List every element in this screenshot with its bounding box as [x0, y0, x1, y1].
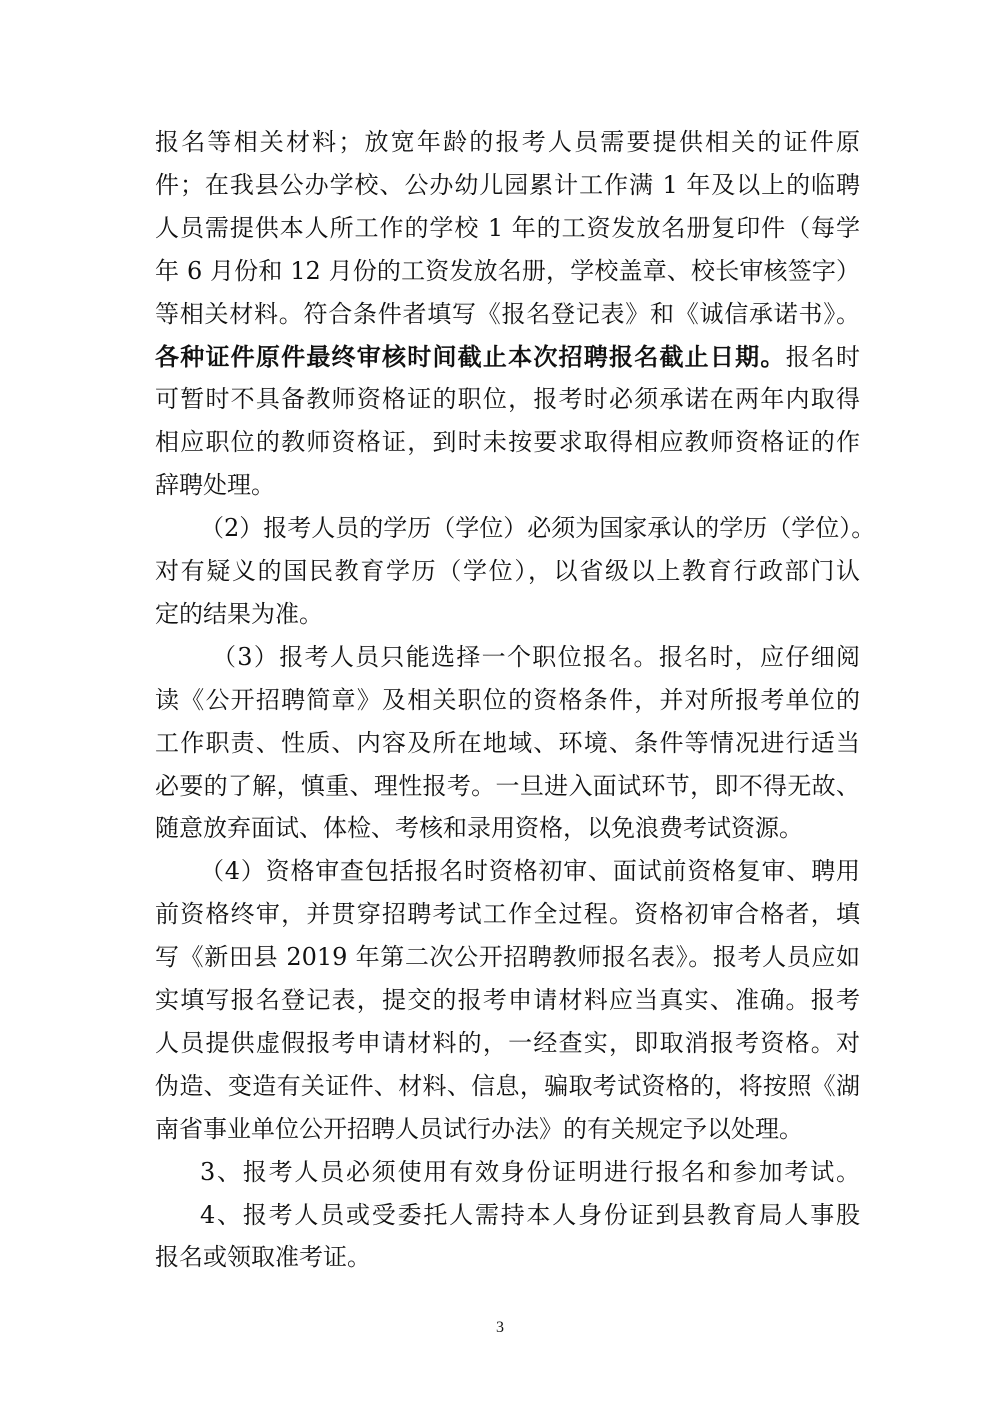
text-line: 件；在我县公办学校、公办幼儿园累计工作满 1 年及以上的临聘 — [155, 171, 860, 199]
text-line: 定的结果为准。 — [155, 600, 323, 628]
bold-emphasis-text: 各种证件原件最终审核时间截止本次招聘报名截止日期。 — [155, 342, 786, 371]
text-line: 随意放弃面试、体检、考核和录用资格，以免浪费考试资源。 — [155, 814, 803, 842]
text-line: 相应职位的教师资格证，到时未按要求取得相应教师资格证的作 — [155, 428, 860, 456]
paragraph-start: （4）资格审查包括报名时资格初审、面试前资格复审、聘用 — [200, 857, 860, 885]
text-line: 工作职责、性质、内容及所在地域、环境、条件等情况进行适当 — [155, 729, 860, 757]
text-line: 南省事业单位公开招聘人员试行办法》的有关规定予以处理。 — [155, 1115, 803, 1143]
text-line: 实填写报名登记表，提交的报考申请材料应当真实、准确。报考 — [155, 986, 860, 1014]
paragraph-start: 3、报考人员必须使用有效身份证明进行报名和参加考试。 — [200, 1158, 860, 1186]
text-line: 前资格终审，并贯穿招聘考试工作全过程。资格初审合格者，填 — [155, 900, 860, 928]
text-line: 必要的了解，慎重、理性报考。一旦进入面试环节，即不得无故、 — [155, 772, 860, 800]
text-line: 人员提供虚假报考申请材料的，一经查实，即取消报考资格。对 — [155, 1029, 860, 1057]
paragraph-start: （2）报考人员的学历（学位）必须为国家承认的学历（学位）。 — [200, 514, 876, 542]
text-line: 人员需提供本人所工作的学校 1 年的工资发放名册复印件（每学 — [155, 214, 860, 242]
text-line: 报名等相关材料；放宽年龄的报考人员需要提供相关的证件原 — [155, 128, 860, 156]
text-continuation: 报名时 — [785, 343, 861, 371]
text-line: 写《新田县 2019 年第二次公开招聘教师报名表》。报考人员应如 — [155, 943, 860, 971]
text-line: 伪造、变造有关证件、材料、信息，骗取考试资格的，将按照《湖 — [155, 1072, 860, 1100]
paragraph-start: 4、报考人员或受委托人需持本人身份证到县教育局人事股 — [200, 1201, 860, 1229]
text-line: 对有疑义的国民教育学历（学位），以省级以上教育行政部门认 — [155, 557, 860, 585]
text-line: 辞聘处理。 — [155, 471, 275, 499]
text-line: 报名或领取准考证。 — [155, 1243, 371, 1271]
text-line: 年 6 月份和 12 月份的工资发放名册，学校盖章、校长审核签字） — [155, 257, 860, 285]
text-line: 等相关材料。符合条件者填写《报名登记表》和《诚信承诺书》。 — [155, 300, 860, 328]
text-line: 读《公开招聘简章》及相关职位的资格条件，并对所报考单位的 — [155, 686, 860, 714]
paragraph-start: （3）报考人员只能选择一个职位报名。报名时，应仔细阅 — [212, 643, 860, 671]
text-line: 可暂时不具备教师资格证的职位，报考时必须承诺在两年内取得 — [155, 385, 860, 413]
page-number: 3 — [496, 1319, 504, 1336]
emphasis-line — [155, 337, 860, 377]
